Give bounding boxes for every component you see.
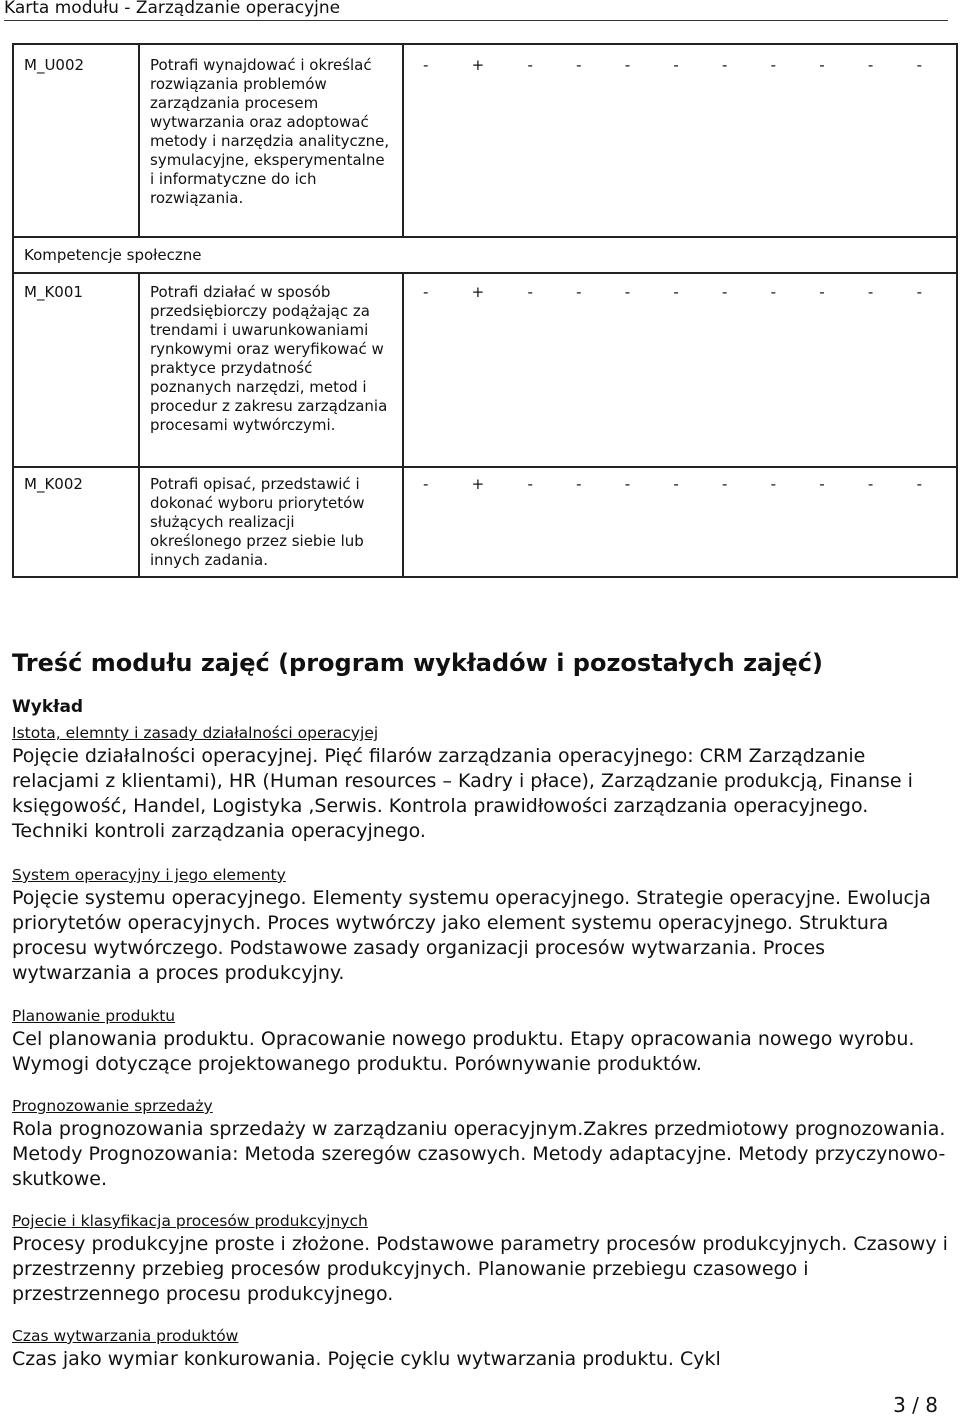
mark-cell: - (423, 283, 429, 301)
mark-cell: - (624, 283, 631, 301)
mark-cell: - (867, 283, 874, 301)
mark-cell: - (722, 283, 728, 301)
section-label: Kompetencje społeczne (13, 237, 957, 273)
document-title: Karta modułu - Zarządzanie operacyjne (4, 0, 341, 18)
topic-block (12, 1097, 948, 1192)
mark-cell: - (527, 475, 533, 493)
topic-block (12, 1327, 948, 1372)
outcome-marks (403, 273, 957, 467)
mark-cell: + (471, 475, 485, 493)
mark-cell: - (624, 56, 631, 74)
mark-cell: - (916, 283, 922, 301)
table-row (13, 44, 957, 237)
mark-cell: - (867, 475, 874, 493)
outcome-description: Potrafi opisać, przedstawić i dokonać wyboru priorytetów służących realizacji określonego przez siebie lub innych zadania. (139, 467, 403, 577)
outcome-description: Potrafi wynajdować i określać rozwiązania problemów zarządzania procesem wytwarzania oraz adoptować metody i narzędzia analityczne, symulacyjne, eksperymentalne i informatyczne do ich rozwiązania. (139, 44, 403, 237)
page-header (4, 0, 948, 21)
mark-cell: - (423, 475, 429, 493)
mark-cell: - (770, 56, 777, 74)
topic-heading: Pojecie i klasyfikacja procesów produkcyjnych (12, 1212, 368, 1230)
topic-heading: Czas wytwarzania produktów (12, 1327, 239, 1345)
outcome-code: M_K002 (13, 467, 139, 577)
outcome-marks (403, 44, 957, 237)
mark-cell: - (576, 56, 582, 74)
topic-heading: Planowanie produktu (12, 1007, 176, 1025)
topic-body: Rola prognozowania sprzedaży w zarządzaniu operacyjnym.Zakres przedmiotowy prognozowania. Metody Prognozowania: Metoda szeregów czasowych. Metody adaptacyjne. Metody przyczynowo- skutkowe. (12, 1118, 946, 1190)
topic-block (12, 1212, 948, 1307)
mark-cell: - (673, 56, 679, 74)
mark-cell: - (819, 56, 825, 74)
mark-cell: - (770, 475, 777, 493)
outcome-description: Potrafi działać w sposób przedsiębiorczy podążając za trendami i uwarunkowaniami rynkowymi oraz weryfikować w praktyce przydatność poznanych narzędzi, metod i procedur z zakresu zarządzania procesami wytwórczymi. (139, 273, 403, 467)
mark-cell: - (673, 475, 679, 493)
mark-cell: - (527, 283, 533, 301)
topic-block (12, 866, 948, 986)
mark-cell: - (867, 56, 874, 74)
mark-cell: - (916, 475, 922, 493)
topic-body: Cel planowania produktu. Opracowanie nowego produktu. Etapy opracowania nowego wyrobu. Wymogi dotyczące projektowanego produktu. Porównywanie produktów. (12, 1028, 915, 1075)
mark-cell: - (819, 475, 825, 493)
mark-cell: - (527, 56, 533, 74)
outcome-code: M_K001 (13, 273, 139, 467)
mark-cell: - (576, 283, 582, 301)
content-title: Treść modułu zajęć (program wykładów i pozostałych zajęć) (12, 649, 823, 677)
topic-heading: Prognozowanie sprzedaży (12, 1097, 213, 1115)
mark-cell: - (624, 475, 631, 493)
section-row (13, 237, 957, 273)
mark-cell: - (819, 283, 825, 301)
mark-cell: - (722, 475, 728, 493)
mark-cell: - (576, 475, 582, 493)
topic-body: Procesy produkcyjne proste i złożone. Podstawowe parametry procesów produkcyjnych. Czasowy i przestrzenny przebieg procesów produkcyjnych. Planowanie przebiegu czasowego i przestrzennego procesu produkcyjnego. (12, 1233, 948, 1305)
topic-heading: System operacyjny i jego elementy (12, 866, 286, 884)
topic-heading: Istota, elemnty i zasady działalności operacyjej (12, 724, 379, 742)
mark-cell: - (916, 56, 922, 74)
learning-outcomes-table (12, 43, 958, 578)
outcome-code: M_U002 (13, 44, 139, 237)
mark-cell: - (770, 283, 777, 301)
mark-cell: + (471, 283, 485, 301)
table-row (13, 273, 957, 467)
table-row (13, 467, 957, 577)
mark-cell: - (423, 56, 429, 74)
mark-cell: - (722, 56, 728, 74)
topic-body: Czas jako wymiar konkurowania. Pojęcie cyklu wytwarzania produktu. Cykl (12, 1348, 721, 1370)
mark-cell: - (673, 283, 679, 301)
topic-body: Pojęcie systemu operacyjnego. Elementy systemu operacyjnego. Strategie operacyjne. Ewolucja priorytetów operacyjnych. Proces wytwórczy jako element systemu operacyjnego. Struktura procesu wytwórczego. Podstawowe zasady organizacji procesów wytwarzania. Proces wytwarzania a proces produkcyjny. (12, 887, 931, 984)
page-number: 3 / 8 (893, 1393, 938, 1417)
mark-cell: + (471, 56, 485, 74)
outcome-marks (403, 467, 957, 577)
topic-block (12, 724, 948, 844)
topic-body: Pojęcie działalności operacyjnej. Pięć filarów zarządzania operacyjnego: CRM Zarządzanie relacjami z klientami), HR (Human resources – Kadry i płace), Zarządzanie produkcją, Finanse i księgowość, Handel, Logistyka ,Serwis. Kontrola prawidłowości zarządzania operacyjnego. Techniki kontroli zarządzania operacyjnego. (12, 745, 913, 842)
topic-block (12, 1007, 948, 1077)
lecture-heading: Wykład (12, 697, 84, 717)
